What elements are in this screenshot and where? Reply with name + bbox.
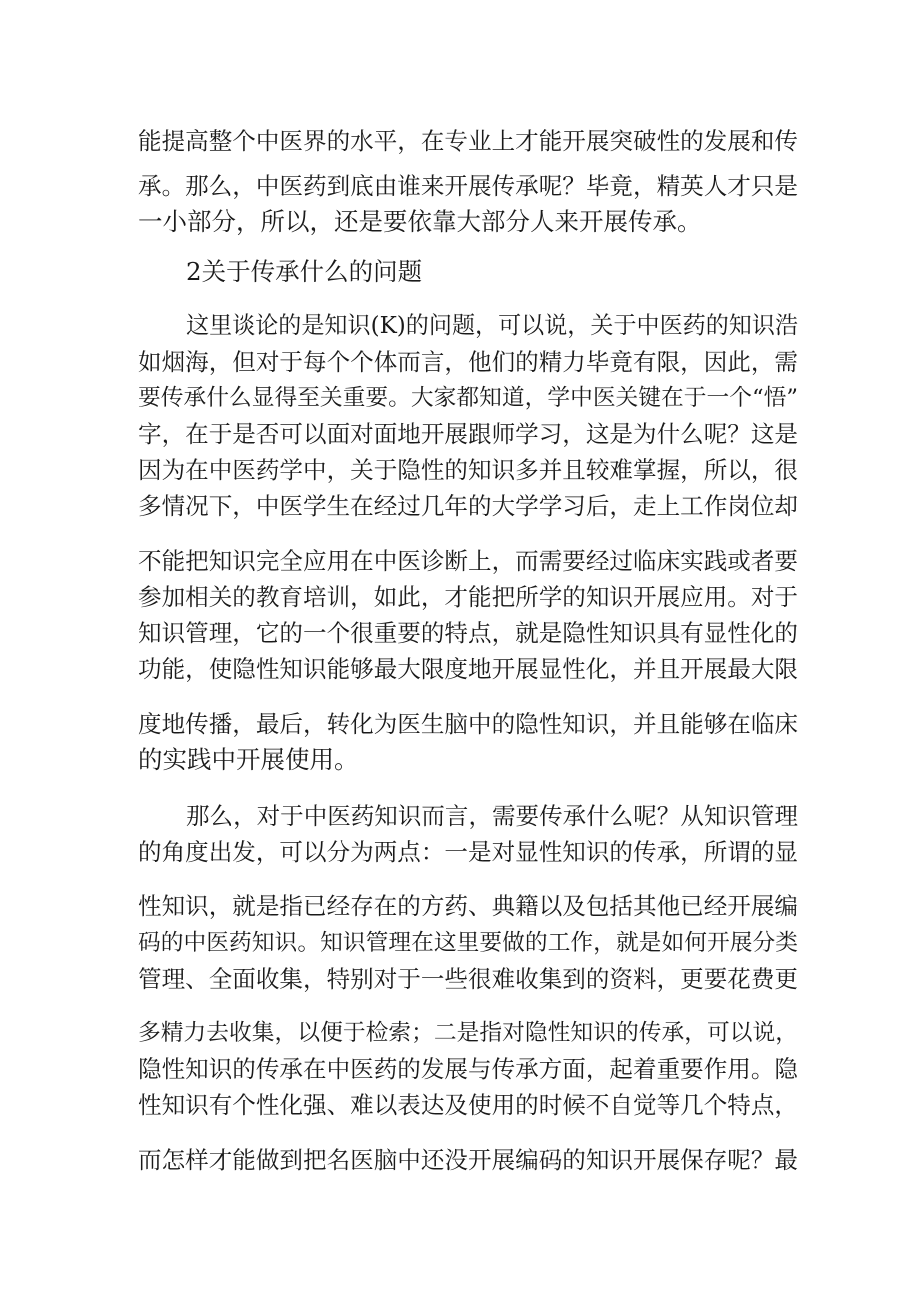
text-line: 因为在中医药学中，关于隐性的知识多并且较难掌握，所以，很 (138, 456, 798, 484)
text-line: 度地传播，最后，转化为医生脑中的隐性知识，并且能够在临床 (138, 710, 798, 738)
text-line: 要传承什么显得至关重要。大家都知道，学中医关键在于一个“悟” (138, 385, 798, 411)
text-line: 字，在于是否可以面对面地开展跟师学习，这是为什么呢？这是 (138, 420, 798, 448)
text-line: 如烟海，但对于每个个体而言，他们的精力毕竟有限，因此，需 (138, 348, 798, 376)
text-line: 这里谈论的是知识(K)的问题，可以说，关于中医药的知识浩 (186, 313, 798, 339)
text-line: 的实践中开展使用。 (138, 745, 359, 774)
text-line: 管理、全面收集，特别对于一些很难收集到的资料，更要花费更 (138, 965, 798, 993)
text-line: 性知识有个性化强、难以表达及使用的时候不自觉等几个特点， (138, 1091, 798, 1119)
text-line: 一小部分，所以，还是要依靠大部分人来开展传承。 (138, 207, 702, 236)
text-line: 知识管理，它的一个很重要的特点，就是隐性知识具有显性化的 (138, 619, 798, 647)
text-line: 参加相关的教育培训，如此，才能把所学的知识开展应用。对于 (138, 583, 798, 611)
section-heading: 2关于传承什么的问题 (186, 257, 423, 286)
text-line: 而怎样才能做到把名医脑中还没开展编码的知识开展保存呢？最 (138, 1146, 798, 1174)
text-line: 码的中医药知识。知识管理在这里要做的工作，就是如何开展分类 (138, 930, 798, 956)
text-line: 不能把知识完全应用在中医诊断上，而需要经过临床实践或者要 (138, 547, 798, 575)
text-line: 性知识，就是指已经存在的方药、典籍以及包括其他已经开展编 (138, 892, 798, 920)
text-line: 多情况下，中医学生在经过几年的大学学习后，走上工作岗位却 (138, 492, 798, 520)
text-line: 多精力去收集，以便于检索；二是指对隐性知识的传承，可以说， (138, 1020, 798, 1046)
text-line: 承。那么，中医药到底由谁来开展传承呢？毕竟，精英人才只是 (138, 172, 798, 200)
text-line: 功能，使隐性知识能够最大限度地开展显性化，并且开展最大限 (138, 655, 798, 683)
text-line: 那么，对于中医药知识而言，需要传承什么呢？从知识管理 (186, 802, 798, 830)
text-line: 隐性知识的传承在中医药的发展与传承方面，起着重要作用。隐 (138, 1055, 798, 1083)
text-line: 能提高整个中医界的水平，在专业上才能开展突破性的发展和传 (138, 127, 798, 155)
text-line: 的角度出发，可以分为两点：一是对显性知识的传承，所谓的显 (138, 838, 798, 866)
